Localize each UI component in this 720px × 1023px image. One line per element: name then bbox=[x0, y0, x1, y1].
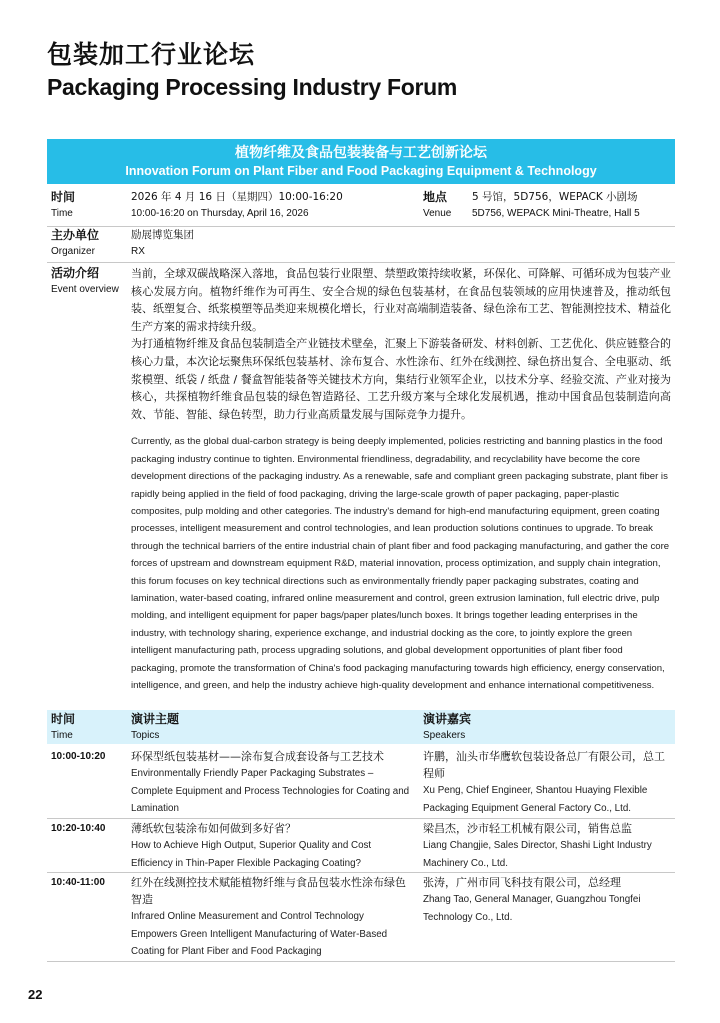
schedule-topics-header-cn: 演讲主题 bbox=[131, 712, 180, 726]
schedule-speakers-header-cn: 演讲嘉宾 bbox=[423, 712, 472, 726]
overview-row bbox=[47, 265, 675, 705]
schedule-header bbox=[47, 710, 675, 744]
session-speaker-en: Liang Changjie, Sales Director, Shashi Light Industry Machinery Co., Ltd. bbox=[423, 840, 652, 869]
divider bbox=[47, 961, 675, 962]
schedule-time-header-cn: 时间 bbox=[51, 712, 76, 726]
organizer-value-cn: 励展博览集团 bbox=[131, 229, 194, 241]
session-topic-cn: 环保型纸包装基材——涂布复合成套设备与工艺技术 bbox=[131, 750, 384, 763]
divider bbox=[47, 872, 675, 873]
forum-title-en: Innovation Forum on Plant Fiber and Food Packaging Equipment & Technology bbox=[125, 164, 597, 178]
session-speaker-cn: 张涛，广州市同飞科技有限公司，总经理 bbox=[423, 876, 621, 889]
organizer-label-cn: 主办单位 bbox=[51, 228, 100, 242]
session-speaker-en: Zhang Tao, General Manager, Guangzhou Tongfei Technology Co., Ltd. bbox=[423, 894, 641, 923]
overview-paragraph: 为打通植物纤维及食品包装制造全产业链技术壁垒，汇聚上下游装备研发、材料创新、工艺优化、供应链整合的核心力量，本次论坛聚焦环保纸包装基材、涂布复合、水性涂布、红外在线测控、绿色挤出复合、全电驱动、纸浆模塑、纸袋 / 纸盘 / 餐盒智能装备等关键技术方向，集结行业领军企业，以技术分享、经验交流、产业对接为核心，共探植物纤维食品包装的绿色智造路径、工艺升级方案与全球化发展机遇，推动中国食品包装制造向高效、节能、智能、绿色转型，助力行业高质量发展与国际竞争力提升。 bbox=[131, 337, 671, 421]
time-value-cn: 2026 年 4 月 16 日（星期四）10:00-16:20 bbox=[131, 191, 343, 203]
schedule-row bbox=[47, 748, 675, 818]
divider bbox=[47, 262, 675, 263]
schedule-row bbox=[47, 820, 675, 872]
page-title-cn: 包装加工行业论坛 bbox=[47, 40, 256, 69]
session-time: 10:00-10:20 bbox=[51, 751, 106, 762]
overview-text-en: Currently, as the global dual-carbon strategy is being deeply implemented, policies restricting and banning plastics in the food packaging industry continue to tighten. Environmental friendliness, degradability, and recyclability have become the core development directions of the packaging industry. As a renewable, safe and compliant green packaging substrate, plant fiber is rapidly being applied in the field of food packaging, driving the large-scale growth of paper packaging, paper-plastic composites, pulp molding and other categories. The industry's demand for high-end manufacturing equipment, green coating processes, intelligent measurement and control technologies, and lean production solutions continues to upgrade. To break through the technical barriers of the entire industrial chain of plant fiber and food packaging manufacturing, and gather the core forces of upstream and downstream equipment R&D, material innovation, process optimization, and supply chain integration, this forum focuses on key technical directions such as environmentally friendly paper packaging substrates, coating and lamination, water-based coating, infrared online measurement and control, green extrusion lamination, full electric drive, pulp molding, and intelligent equipment for paper bags/paper plates/lunch boxes. It brings together leading enterprises in the industry, with technology sharing, experience exchange, and industrial docking as the core, to jointly explore the green intelligent manufacturing path, process upgrading solutions, and global development opportunities of plant fiber food packaging, promote the transformation of China's food packaging manufacturing towards high efficiency, energy conservation, intelligence, and green, and help the industry achieve high-quality development and enhance international competitiveness. bbox=[131, 436, 670, 692]
forum-banner bbox=[47, 139, 675, 184]
venue-label-cn: 地点 bbox=[423, 190, 448, 204]
session-speaker-en: Xu Peng, Chief Engineer, Shantou Huaying Flexible Packaging Equipment General Factory Co., Ltd. bbox=[423, 785, 648, 814]
session-topic-en: Infrared Online Measurement and Control Technology Empowers Green Intelligent Manufacturing of Water-Based Coating for Plant Fiber and Food Packaging bbox=[131, 911, 388, 957]
session-time: 10:20-10:40 bbox=[51, 823, 106, 834]
session-topic-cn: 红外在线测控技术赋能植物纤维与食品包装水性涂布绿色智造 bbox=[131, 876, 406, 906]
overview-label-en: Event overview bbox=[51, 284, 119, 295]
schedule-speakers-header-en: Speakers bbox=[423, 730, 466, 741]
schedule-row bbox=[47, 874, 675, 960]
overview-text-cn bbox=[131, 265, 671, 423]
session-topic-cn: 薄纸软包装涂布如何做到多好省？ bbox=[131, 822, 296, 835]
session-topic-en: Environmentally Friendly Paper Packaging Substrates – Complete Equipment and Process Technologies for Coating and Lamination bbox=[131, 768, 410, 814]
overview-label-cn: 活动介绍 bbox=[51, 266, 100, 280]
page-title-en: Packaging Processing Industry Forum bbox=[47, 74, 457, 100]
time-label-en: Time bbox=[51, 208, 73, 219]
session-time: 10:40-11:00 bbox=[51, 877, 105, 888]
session-topic-en: How to Achieve High Output, Superior Quality and Cost Efficiency in Thin-Paper Flexible Packaging Coating? bbox=[131, 840, 372, 869]
organizer-label-en: Organizer bbox=[51, 246, 95, 257]
venue-value-en: 5D756, WEPACK Mini-Theatre, Hall 5 bbox=[472, 208, 640, 219]
organizer-row bbox=[47, 227, 675, 261]
time-venue-row bbox=[47, 189, 675, 225]
venue-value-cn: 5 号馆，5D756，WEPACK 小剧场 bbox=[472, 191, 638, 203]
page-number: 22 bbox=[28, 987, 43, 1002]
divider bbox=[47, 818, 675, 819]
time-label-cn: 时间 bbox=[51, 190, 76, 204]
forum-title-cn: 植物纤维及食品包装装备与工艺创新论坛 bbox=[235, 145, 487, 161]
time-value-en: 10:00-16:20 on Thursday, April 16, 2026 bbox=[131, 208, 309, 219]
organizer-value-en: RX bbox=[131, 246, 145, 257]
session-speaker-cn: 许鹏，汕头市华鹰软包装设备总厂有限公司，总工程师 bbox=[423, 750, 665, 780]
schedule-topics-header-en: Topics bbox=[131, 730, 160, 741]
venue-label-en: Venue bbox=[423, 208, 452, 219]
session-speaker-cn: 梁昌杰，沙市轻工机械有限公司，销售总监 bbox=[423, 822, 632, 835]
overview-paragraph: 当前，全球双碳战略深入落地，食品包装行业限塑、禁塑政策持续收紧，环保化、可降解、可循环成为包装产业核心发展方向。植物纤维作为可再生、安全合规的绿色包装基材，在食品包装领域的应用快速普及，推动纸包装、纸塑复合、纸浆模塑等品类迎来规模化增长，行业对高端制造装备、绿色涂布工艺、智能测控技术、精益化生产方案的需求持续升级。 bbox=[131, 267, 671, 333]
schedule-time-header-en: Time bbox=[51, 730, 73, 741]
